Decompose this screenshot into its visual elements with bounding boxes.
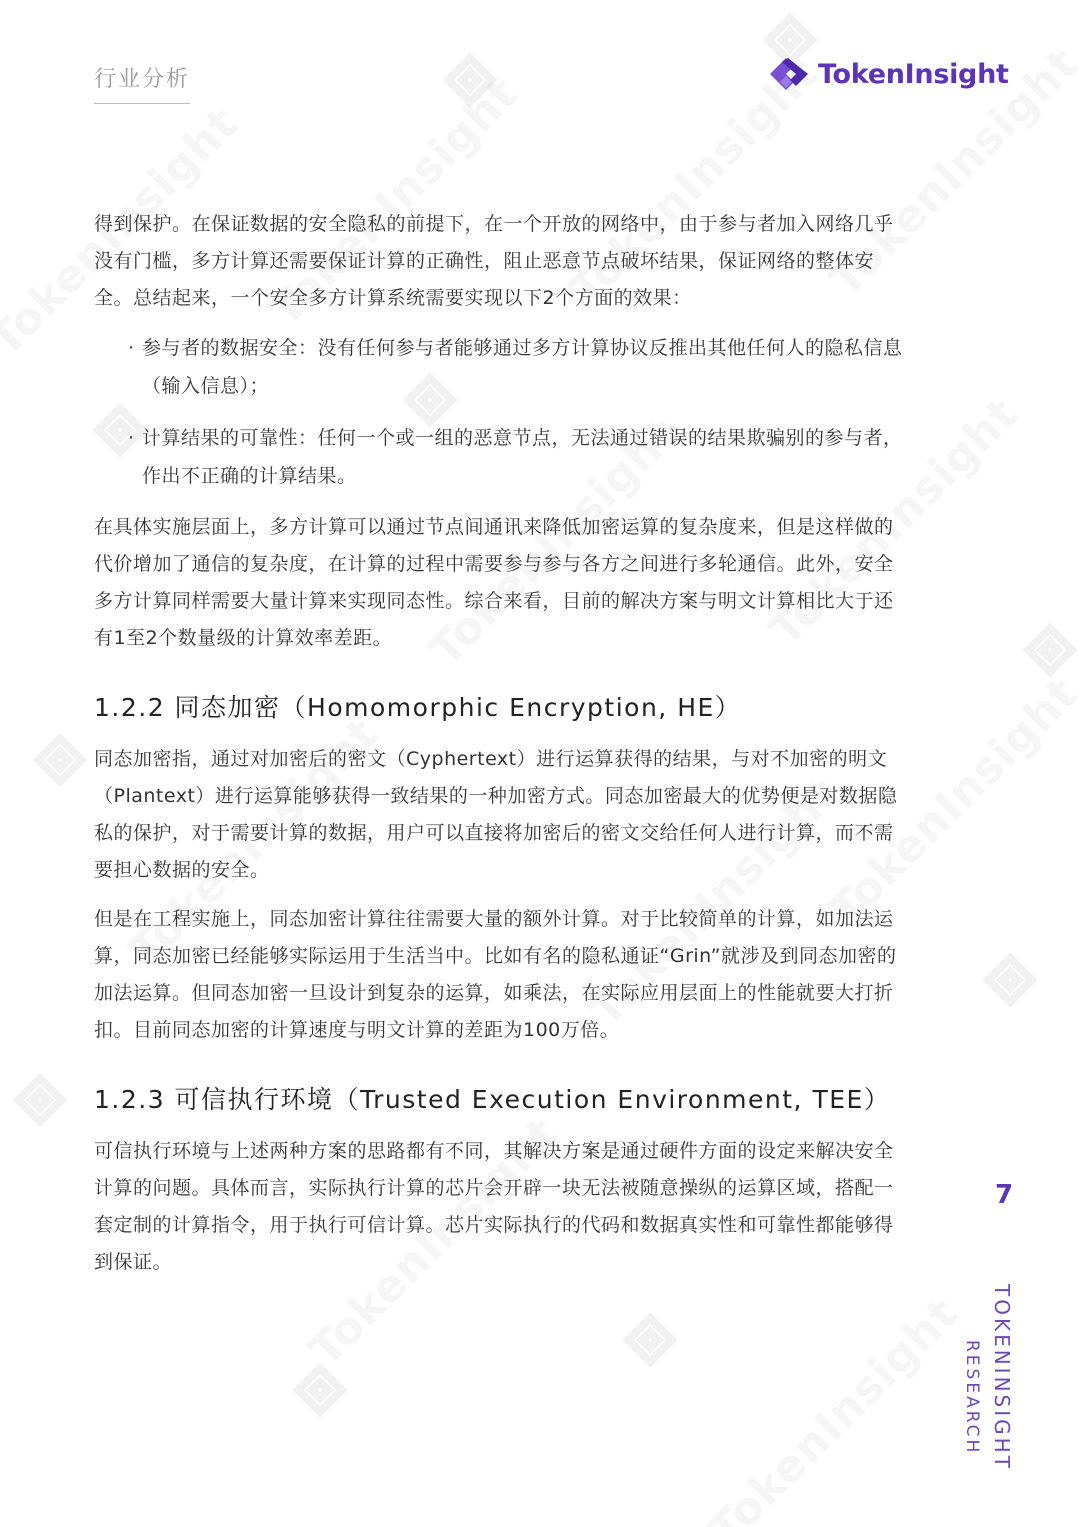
main-content bbox=[94, 206, 909, 1293]
bullet-text: 参与者的数据安全：没有任何参与者能够通过多方计算协议反推出其他任何人的隐私信息（输入信息）； bbox=[142, 337, 903, 397]
side-label-tokeninsight: TOKENINSIGHT bbox=[990, 1284, 1014, 1471]
bullet-text: 计算结果的可靠性：任何一个或一组的恶意节点，无法通过错误的结果欺骗别的参与者，作出不正确的计算结果。 bbox=[142, 427, 903, 487]
watermark-logo-icon bbox=[290, 1360, 350, 1420]
paragraph: 但是在工程实施上，同态加密计算往往需要大量的额外计算。对于比较简单的计算，如加法运算，同态加密已经能够实际运用于生活当中。比如有名的隐私通证“Grin”就涉及到同态加密的加法运算。但同态加密一旦设计到复杂的运算，如乘法，在实际应用层面上的性能就要大打折扣。目前同态加密的计算速度与明文计算的差距为100万倍。 bbox=[94, 908, 897, 1041]
section-heading: 1.2.2 同态加密（Homomorphic Encryption, HE） bbox=[94, 693, 742, 722]
watermark-logo-icon bbox=[10, 1070, 70, 1130]
bullet-item bbox=[94, 419, 909, 495]
bullet-list bbox=[94, 329, 909, 495]
header-category: 行业分析 bbox=[94, 62, 190, 104]
watermark-logo-icon bbox=[1020, 620, 1080, 680]
paragraph: 得到保护。在保证数据的安全隐私的前提下，在一个开放的网络中，由于参与者加入网络几乎没有门槛，多方计算还需要保证计算的正确性，阻止恶意节点破坏结果，保证网络的整体安全。总结起来，一个安全多方计算系统需要实现以下2个方面的效果： bbox=[94, 213, 894, 309]
watermark-logo-icon bbox=[440, 50, 500, 110]
tokeninsight-logo-icon bbox=[766, 52, 812, 96]
bullet-dot: · bbox=[128, 427, 135, 449]
watermark-logo-icon bbox=[980, 950, 1040, 1010]
watermark bbox=[700, 1288, 968, 1527]
page-number: 7 bbox=[995, 1180, 1014, 1210]
bullet-dot: · bbox=[128, 337, 135, 359]
bullet-item bbox=[94, 329, 909, 405]
paragraph: 在具体实施层面上，多方计算可以通过节点间通讯来降低加密运算的复杂度来，但是这样做的代价增加了通信的复杂度，在计算的过程中需要参与参与各方之间进行多轮通信。此外，安全多方计算同样需要大量计算来实现同态性。综合来看，目前的解决方案与明文计算相比大于还有1至2个数量级的计算效率差距。 bbox=[94, 516, 894, 649]
paragraph: 可信执行环境与上述两种方案的思路都有不同，其解决方案是通过硬件方面的设定来解决安全计算的问题。具体而言，实际执行计算的芯片会开辟一块无法被随意操纵的运算区域，搭配一套定制的计算指令，用于执行可信计算。芯片实际执行的代码和数据真实性和可靠性都能够得到保证。 bbox=[94, 1140, 894, 1273]
watermark-logo-icon bbox=[620, 1310, 680, 1370]
brand-name: TokenInsight bbox=[818, 58, 1009, 90]
watermark-logo-icon bbox=[30, 730, 90, 790]
side-label-research: RESEARCH bbox=[962, 1340, 982, 1456]
section-heading: 1.2.3 可信执行环境（Trusted Execution Environment, TEE） bbox=[94, 1085, 891, 1114]
paragraph: 同态加密指，通过对加密后的密文（Cyphertext）进行运算获得的结果，与对不加密的明文（Plantext）进行运算能够获得一致结果的一种加密方式。同态加密最大的优势便是对数据隐私的保护，对于需要计算的数据，用户可以直接将加密后的密文交给任何人进行计算，而不需要担心数据的安全。 bbox=[94, 748, 898, 881]
brand-lockup bbox=[766, 52, 1009, 96]
